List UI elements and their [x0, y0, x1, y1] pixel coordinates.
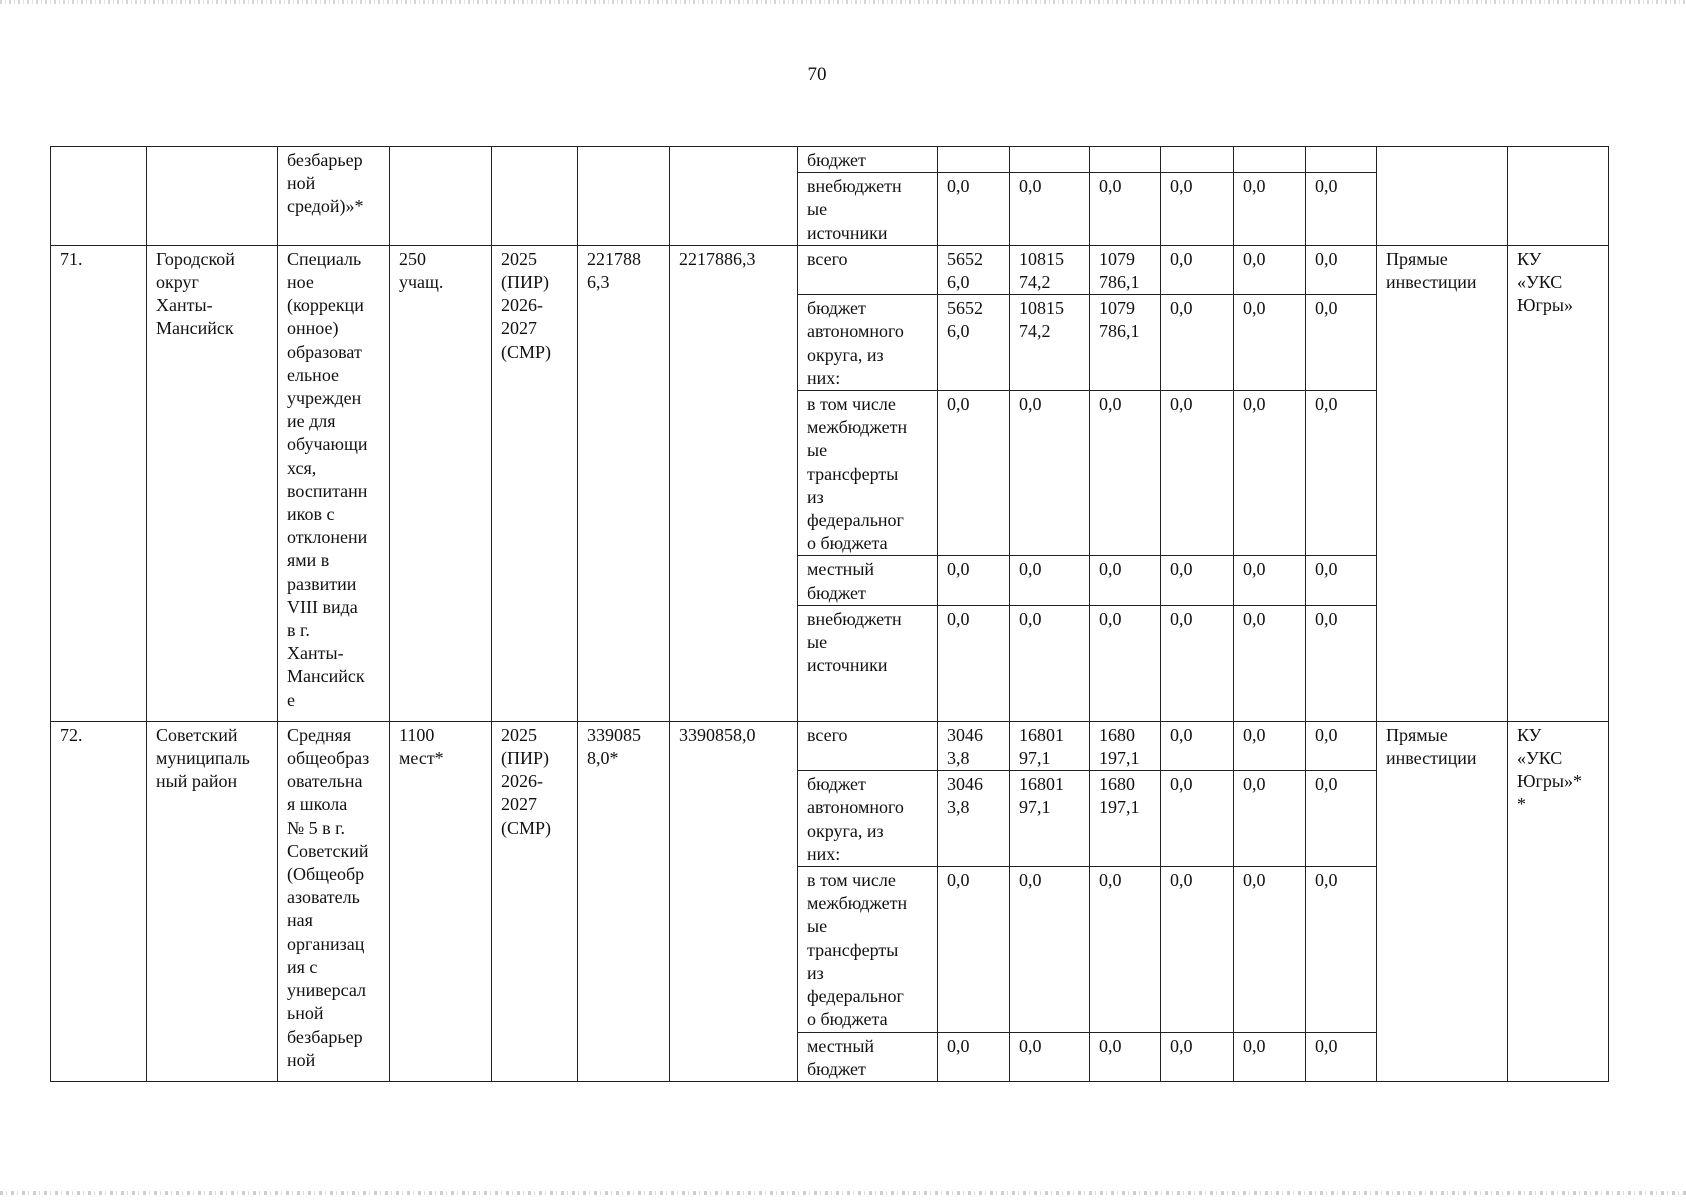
value-cell: 0,0: [1234, 245, 1306, 294]
customer-cell: КУ «УКС Югры»* *: [1508, 721, 1609, 1081]
scan-edge-bottom: [0, 1191, 1686, 1195]
value-cell: 0,0: [1090, 1032, 1161, 1081]
value-cell: 0,0: [1234, 867, 1306, 1032]
value-cell: 0,0: [1234, 556, 1306, 605]
value-cell: 0,0: [1090, 556, 1161, 605]
value-cell: 0,0: [1161, 245, 1234, 294]
funding-source-cell: всего: [798, 721, 938, 770]
value-cell: 0,0: [1234, 295, 1306, 391]
value-cell: 10815 74,2: [1010, 245, 1090, 294]
value-cell: 0,0: [1306, 605, 1377, 721]
value-cell: 0,0: [1010, 391, 1090, 556]
value-cell: 0,0: [938, 173, 1010, 246]
customer-cell: [1508, 147, 1609, 246]
number-cell: 72.: [51, 721, 147, 1081]
value-cell: 0,0: [1010, 1032, 1090, 1081]
value-cell: 0,0: [1306, 556, 1377, 605]
value-cell: 0,0: [938, 605, 1010, 721]
value-cell: 1680 197,1: [1090, 771, 1161, 867]
period-cell: 2025 (ПИР) 2026- 2027 (СМР): [492, 721, 578, 1081]
value-cell: 0,0: [1306, 391, 1377, 556]
value-cell: 0,0: [1234, 605, 1306, 721]
value-cell: [1234, 147, 1306, 173]
value-cell: 0,0: [1234, 391, 1306, 556]
value-cell: [938, 147, 1010, 173]
municipality-cell: Советский муниципаль ный район: [147, 721, 278, 1081]
funding-source-cell: в том числе межбюджетн ые трансферты из федеральног о бюджета: [798, 391, 938, 556]
value-cell: [1010, 147, 1090, 173]
cost-total-cell: 3390858,0: [670, 721, 798, 1081]
value-cell: 0,0: [1234, 771, 1306, 867]
capacity-cell: 250 учащ.: [390, 245, 492, 721]
value-cell: 0,0: [1161, 391, 1234, 556]
value-cell: 0,0: [1306, 867, 1377, 1032]
value-cell: 0,0: [1010, 605, 1090, 721]
value-cell: 5652 6,0: [938, 295, 1010, 391]
page-number: 70: [807, 64, 827, 85]
estimated-cost-cell: 339085 8,0*: [578, 721, 670, 1081]
funding-source-cell: в том числе межбюджетн ые трансферты из федеральног о бюджета: [798, 867, 938, 1032]
funding-source-cell: бюджет автономного округа, из них:: [798, 771, 938, 867]
value-cell: 3046 3,8: [938, 721, 1010, 770]
value-cell: [1090, 147, 1161, 173]
value-cell: 0,0: [1090, 391, 1161, 556]
value-cell: 0,0: [1234, 173, 1306, 246]
object-cell: безбарьер ной средой)»*: [278, 147, 390, 246]
customer-cell: КУ «УКС Югры»: [1508, 245, 1609, 721]
value-cell: 1079 786,1: [1090, 295, 1161, 391]
funding-source-cell: всего: [798, 245, 938, 294]
cost-total-cell: 2217886,3: [670, 245, 798, 721]
scan-edge-top: [0, 0, 1686, 4]
value-cell: [1306, 147, 1377, 173]
number-cell: 71.: [51, 245, 147, 721]
municipality-cell: Городской округ Ханты- Мансийск: [147, 245, 278, 721]
period-cell: [492, 147, 578, 246]
value-cell: 3046 3,8: [938, 771, 1010, 867]
value-cell: 0,0: [1090, 867, 1161, 1032]
value-cell: 0,0: [1161, 556, 1234, 605]
table-row: [51, 245, 1609, 294]
estimated-cost-cell: 221788 6,3: [578, 245, 670, 721]
value-cell: 0,0: [1306, 245, 1377, 294]
value-cell: [1161, 147, 1234, 173]
value-cell: 16801 97,1: [1010, 721, 1090, 770]
funding-source-cell: бюджет автономного округа, из них:: [798, 295, 938, 391]
object-cell: Специаль ное (коррекци онное) образоват ельное учрежден ие для обучающи хся, воспитанн иков с отклонени ями в развитии VIII вида в г. Ханты- Мансийск е: [278, 245, 390, 721]
table-row: [51, 721, 1609, 770]
value-cell: 16801 97,1: [1010, 771, 1090, 867]
value-cell: 0,0: [1090, 173, 1161, 246]
table-row: [51, 147, 1609, 173]
municipality-cell: [147, 147, 278, 246]
funding-source-cell: местный бюджет: [798, 556, 938, 605]
investment-table: [50, 146, 1609, 1082]
value-cell: 0,0: [1010, 173, 1090, 246]
value-cell: 0,0: [938, 391, 1010, 556]
value-cell: 0,0: [1161, 173, 1234, 246]
value-cell: 0,0: [1161, 867, 1234, 1032]
value-cell: 0,0: [1306, 173, 1377, 246]
funding-source-cell: местный бюджет: [798, 1032, 938, 1081]
value-cell: 0,0: [938, 867, 1010, 1032]
object-cell: Средняя общеобраз овательна я школа № 5 в г. Советский (Общеобр азователь ная организац ия с универсал ьной безбарьер ной: [278, 721, 390, 1081]
value-cell: 0,0: [1161, 1032, 1234, 1081]
value-cell: 0,0: [1161, 721, 1234, 770]
investment-form-cell: Прямые инвестиции: [1377, 721, 1508, 1081]
value-cell: 0,0: [1306, 1032, 1377, 1081]
value-cell: 0,0: [1161, 605, 1234, 721]
value-cell: 0,0: [1010, 867, 1090, 1032]
value-cell: 0,0: [1234, 1032, 1306, 1081]
value-cell: 0,0: [1306, 771, 1377, 867]
value-cell: 0,0: [1090, 605, 1161, 721]
cost-total-cell: [670, 147, 798, 246]
value-cell: 0,0: [1161, 771, 1234, 867]
investment-form-cell: Прямые инвестиции: [1377, 245, 1508, 721]
value-cell: 1079 786,1: [1090, 245, 1161, 294]
value-cell: 10815 74,2: [1010, 295, 1090, 391]
funding-source-cell: бюджет: [798, 147, 938, 173]
capacity-cell: [390, 147, 492, 246]
value-cell: 1680 197,1: [1090, 721, 1161, 770]
number-cell: [51, 147, 147, 246]
value-cell: 5652 6,0: [938, 245, 1010, 294]
investment-form-cell: [1377, 147, 1508, 246]
value-cell: 0,0: [1306, 295, 1377, 391]
value-cell: 0,0: [1306, 721, 1377, 770]
estimated-cost-cell: [578, 147, 670, 246]
value-cell: 0,0: [1161, 295, 1234, 391]
funding-source-cell: внебюджетн ые источники: [798, 605, 938, 721]
value-cell: 0,0: [1234, 721, 1306, 770]
capacity-cell: 1100 мест*: [390, 721, 492, 1081]
value-cell: 0,0: [1010, 556, 1090, 605]
value-cell: 0,0: [938, 1032, 1010, 1081]
funding-source-cell: внебюджетн ые источники: [798, 173, 938, 246]
period-cell: 2025 (ПИР) 2026- 2027 (СМР): [492, 245, 578, 721]
value-cell: 0,0: [938, 556, 1010, 605]
